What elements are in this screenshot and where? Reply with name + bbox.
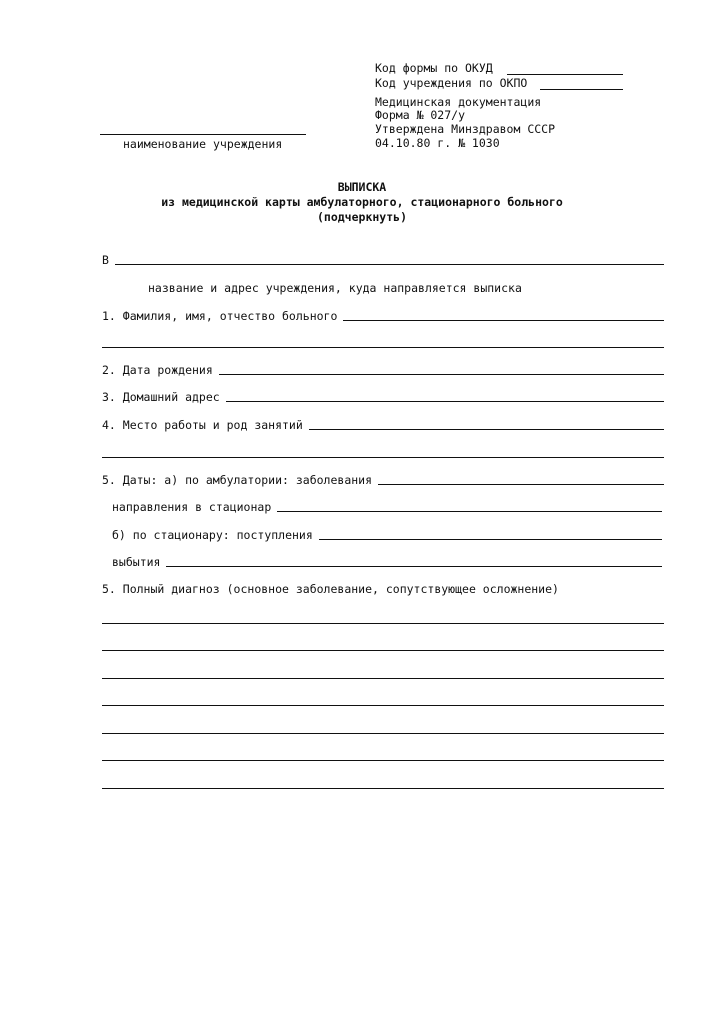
address-label: 3. Домашний адрес xyxy=(102,390,220,404)
diagnosis-line-4[interactable] xyxy=(102,705,664,706)
admission-date-field[interactable] xyxy=(319,538,662,540)
admission-label: б) по стационару: поступления xyxy=(112,528,313,542)
underline-note: (подчеркнуть) xyxy=(316,210,407,224)
document-subtitle: из медицинской карты амбулаторного, стационарного больного xyxy=(161,195,563,209)
approval-date-label: 04.10.80 г. № 1030 xyxy=(375,136,500,150)
row-dates-outpatient xyxy=(102,471,664,487)
diagnosis-line-6[interactable] xyxy=(102,760,664,761)
form-number-label: Форма № 027/у xyxy=(375,108,466,122)
birth-date-label: 2. Дата рождения xyxy=(102,363,213,377)
address-field[interactable] xyxy=(226,400,664,402)
row-address xyxy=(102,388,664,404)
referral-date-field[interactable] xyxy=(277,510,662,512)
patient-name-label: 1. Фамилия, имя, отчество больного xyxy=(102,309,338,323)
diagnosis-line-7[interactable] xyxy=(102,788,664,789)
patient-name-field-2[interactable] xyxy=(102,347,664,348)
work-label: 4. Место работы и род занятий xyxy=(102,418,303,432)
okud-label: Код формы по ОКУД xyxy=(375,61,493,75)
diagnosis-label: 5. Полный диагноз (основное заболевание, сопутствующее осложнение) xyxy=(102,582,559,596)
illness-date-field[interactable] xyxy=(378,483,664,485)
referral-label: направления в стационар xyxy=(112,500,272,514)
row-destination xyxy=(102,251,664,267)
destination-field[interactable] xyxy=(115,263,664,265)
okud-field[interactable] xyxy=(507,74,623,75)
work-field[interactable] xyxy=(309,428,664,430)
row-discharge xyxy=(112,553,662,569)
discharge-label: выбытия xyxy=(112,555,161,569)
okpo-label: Код учреждения по ОКПО xyxy=(375,76,528,90)
row-work xyxy=(102,416,664,432)
diagnosis-line-2[interactable] xyxy=(102,650,664,651)
work-field-2[interactable] xyxy=(102,457,664,458)
diagnosis-line-5[interactable] xyxy=(102,733,664,734)
row-patient-name xyxy=(102,307,664,323)
row-referral xyxy=(112,498,662,514)
institution-name-field[interactable] xyxy=(100,134,306,135)
patient-name-field[interactable] xyxy=(343,319,664,321)
discharge-date-field[interactable] xyxy=(166,565,662,567)
approved-label: Утверждена Минздравом СССР xyxy=(375,122,556,136)
med-doc-label: Медицинская документация xyxy=(375,95,542,109)
destination-prefix: В xyxy=(102,253,109,267)
dates-outpatient-label: 5. Даты: а) по амбулатории: заболевания xyxy=(102,473,373,487)
diagnosis-line-3[interactable] xyxy=(102,678,664,679)
destination-caption: название и адрес учреждения, куда направляется выписка xyxy=(148,281,522,295)
document-title: ВЫПИСКА xyxy=(337,180,387,194)
row-birth-date xyxy=(102,361,664,377)
birth-date-field[interactable] xyxy=(219,373,664,375)
row-admission xyxy=(112,526,662,542)
okpo-field[interactable] xyxy=(540,89,623,90)
diagnosis-line-1[interactable] xyxy=(102,623,664,624)
institution-caption: наименование учреждения xyxy=(123,137,283,151)
